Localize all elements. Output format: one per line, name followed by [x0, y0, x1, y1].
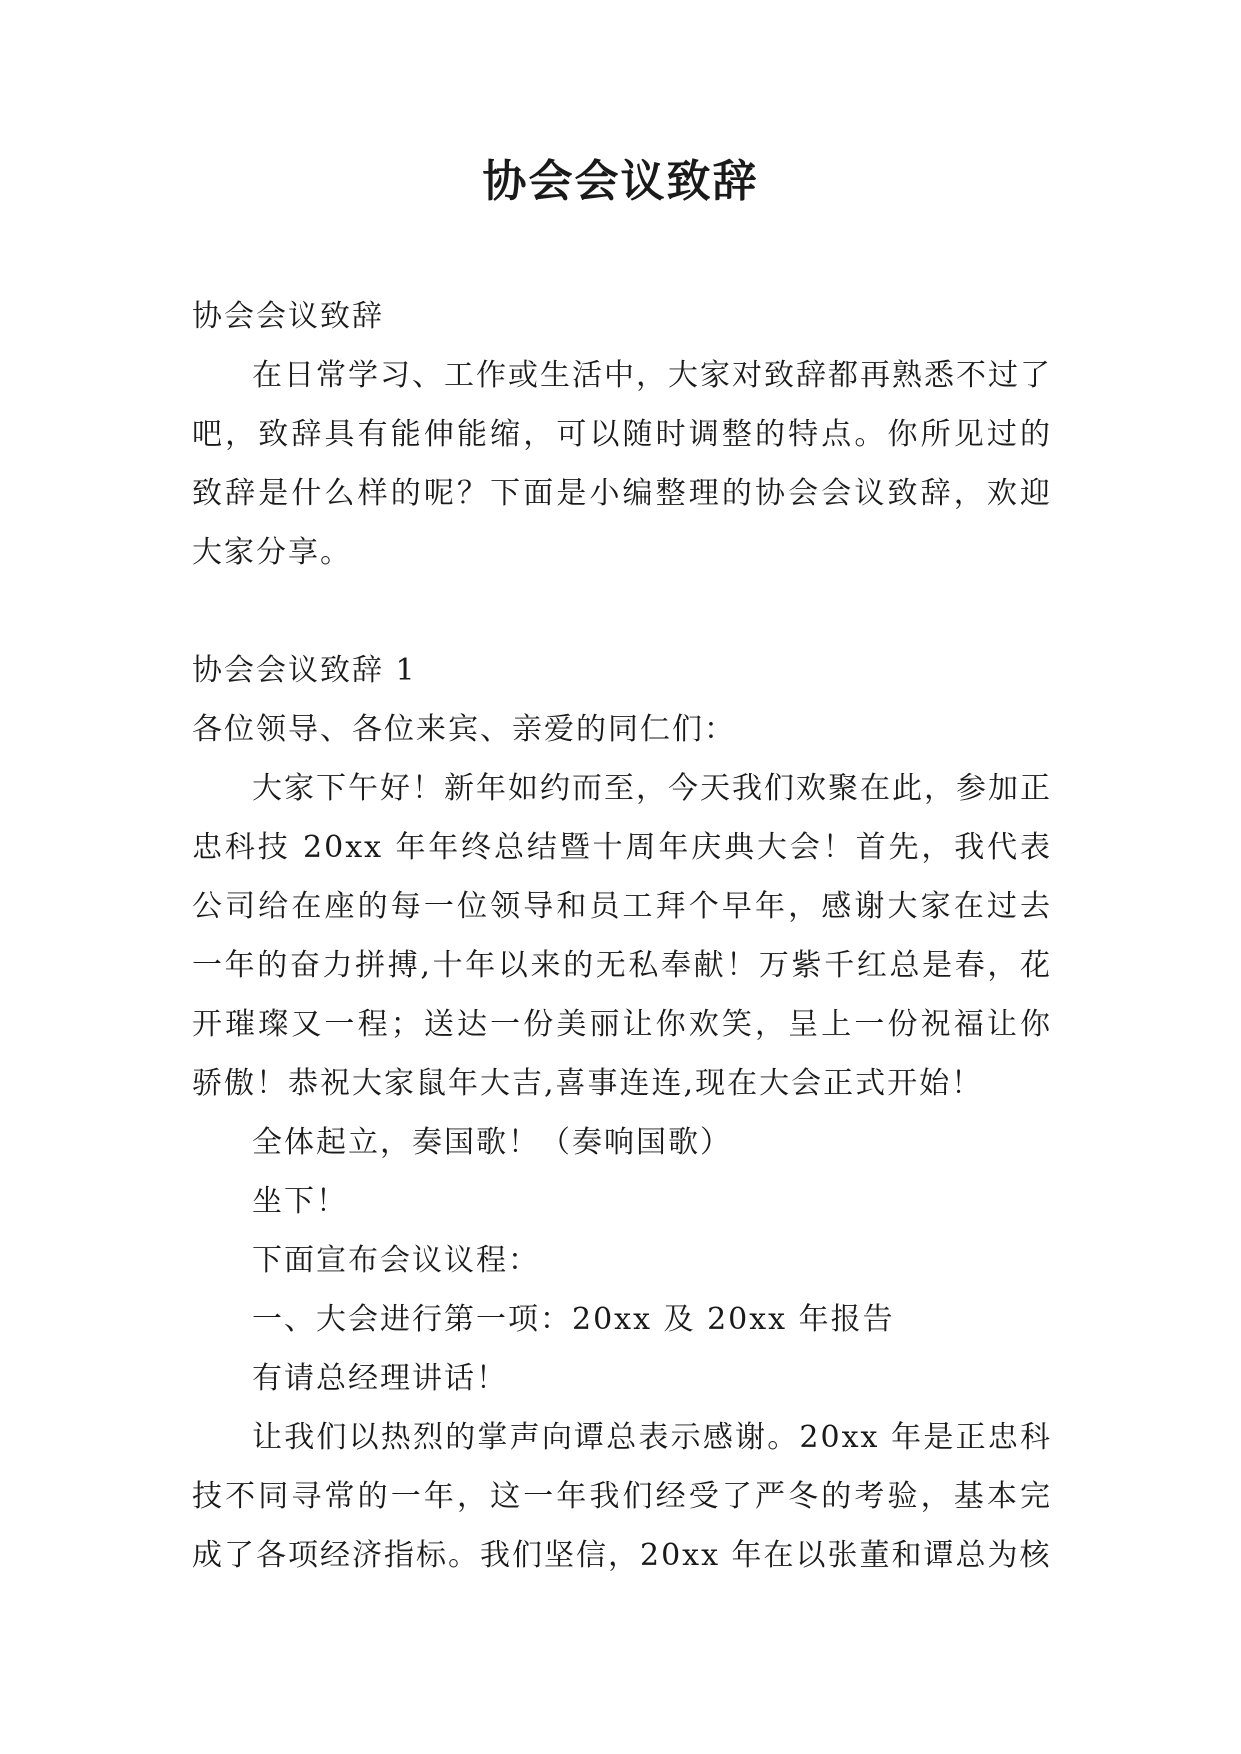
body-paragraph: 有请总经理讲话！	[252, 1361, 508, 1396]
body-paragraph: 一、大会进行第一项：20xx 及 20xx 年报告	[252, 1302, 895, 1337]
body-paragraph: 坐下！	[252, 1184, 348, 1219]
speech-heading: 协会会议致辞 1	[192, 653, 417, 688]
document-body	[192, 287, 1052, 1585]
body-paragraph: 下面宣布会议议程：	[252, 1243, 540, 1278]
body-paragraph: 全体起立，奏国歌！（奏响国歌）	[252, 1125, 732, 1160]
paragraph-spacer	[192, 582, 1052, 641]
salutation: 各位领导、各位来宾、亲爱的同仁们：	[192, 712, 736, 747]
section-heading: 协会会议致辞	[192, 299, 384, 334]
body-paragraph: 大家下午好！新年如约而至，今天我们欢聚在此，参加正忠科技 20xx 年年终总结暨十周年庆典大会！首先，我代表公司给在座的每一位领导和员工拜个早年，感谢大家在过去一年的奋力拼搏,十年以来的无私奉献！万紫千红总是春，花开璀璨又一程；送达一份美丽让你欢笑，呈上一份祝福让你骄傲！恭祝大家鼠年大吉,喜事连连,现在大会正式开始！	[192, 771, 1052, 1101]
document-title: 协会会议致辞	[482, 156, 759, 207]
body-paragraph: 让我们以热烈的掌声向谭总表示感谢。20xx 年是正忠科技不同寻常的一年，这一年我们经受了严冬的考验，基本完成了各项经济指标。我们坚信，20xx 年在以张董和谭总为核	[192, 1420, 1052, 1573]
intro-paragraph: 在日常学习、工作或生活中，大家对致辞都再熟悉不过了吧，致辞具有能伸能缩，可以随时调整的特点。你所见过的致辞是什么样的呢？下面是小编整理的协会会议致辞，欢迎大家分享。	[192, 358, 1052, 570]
